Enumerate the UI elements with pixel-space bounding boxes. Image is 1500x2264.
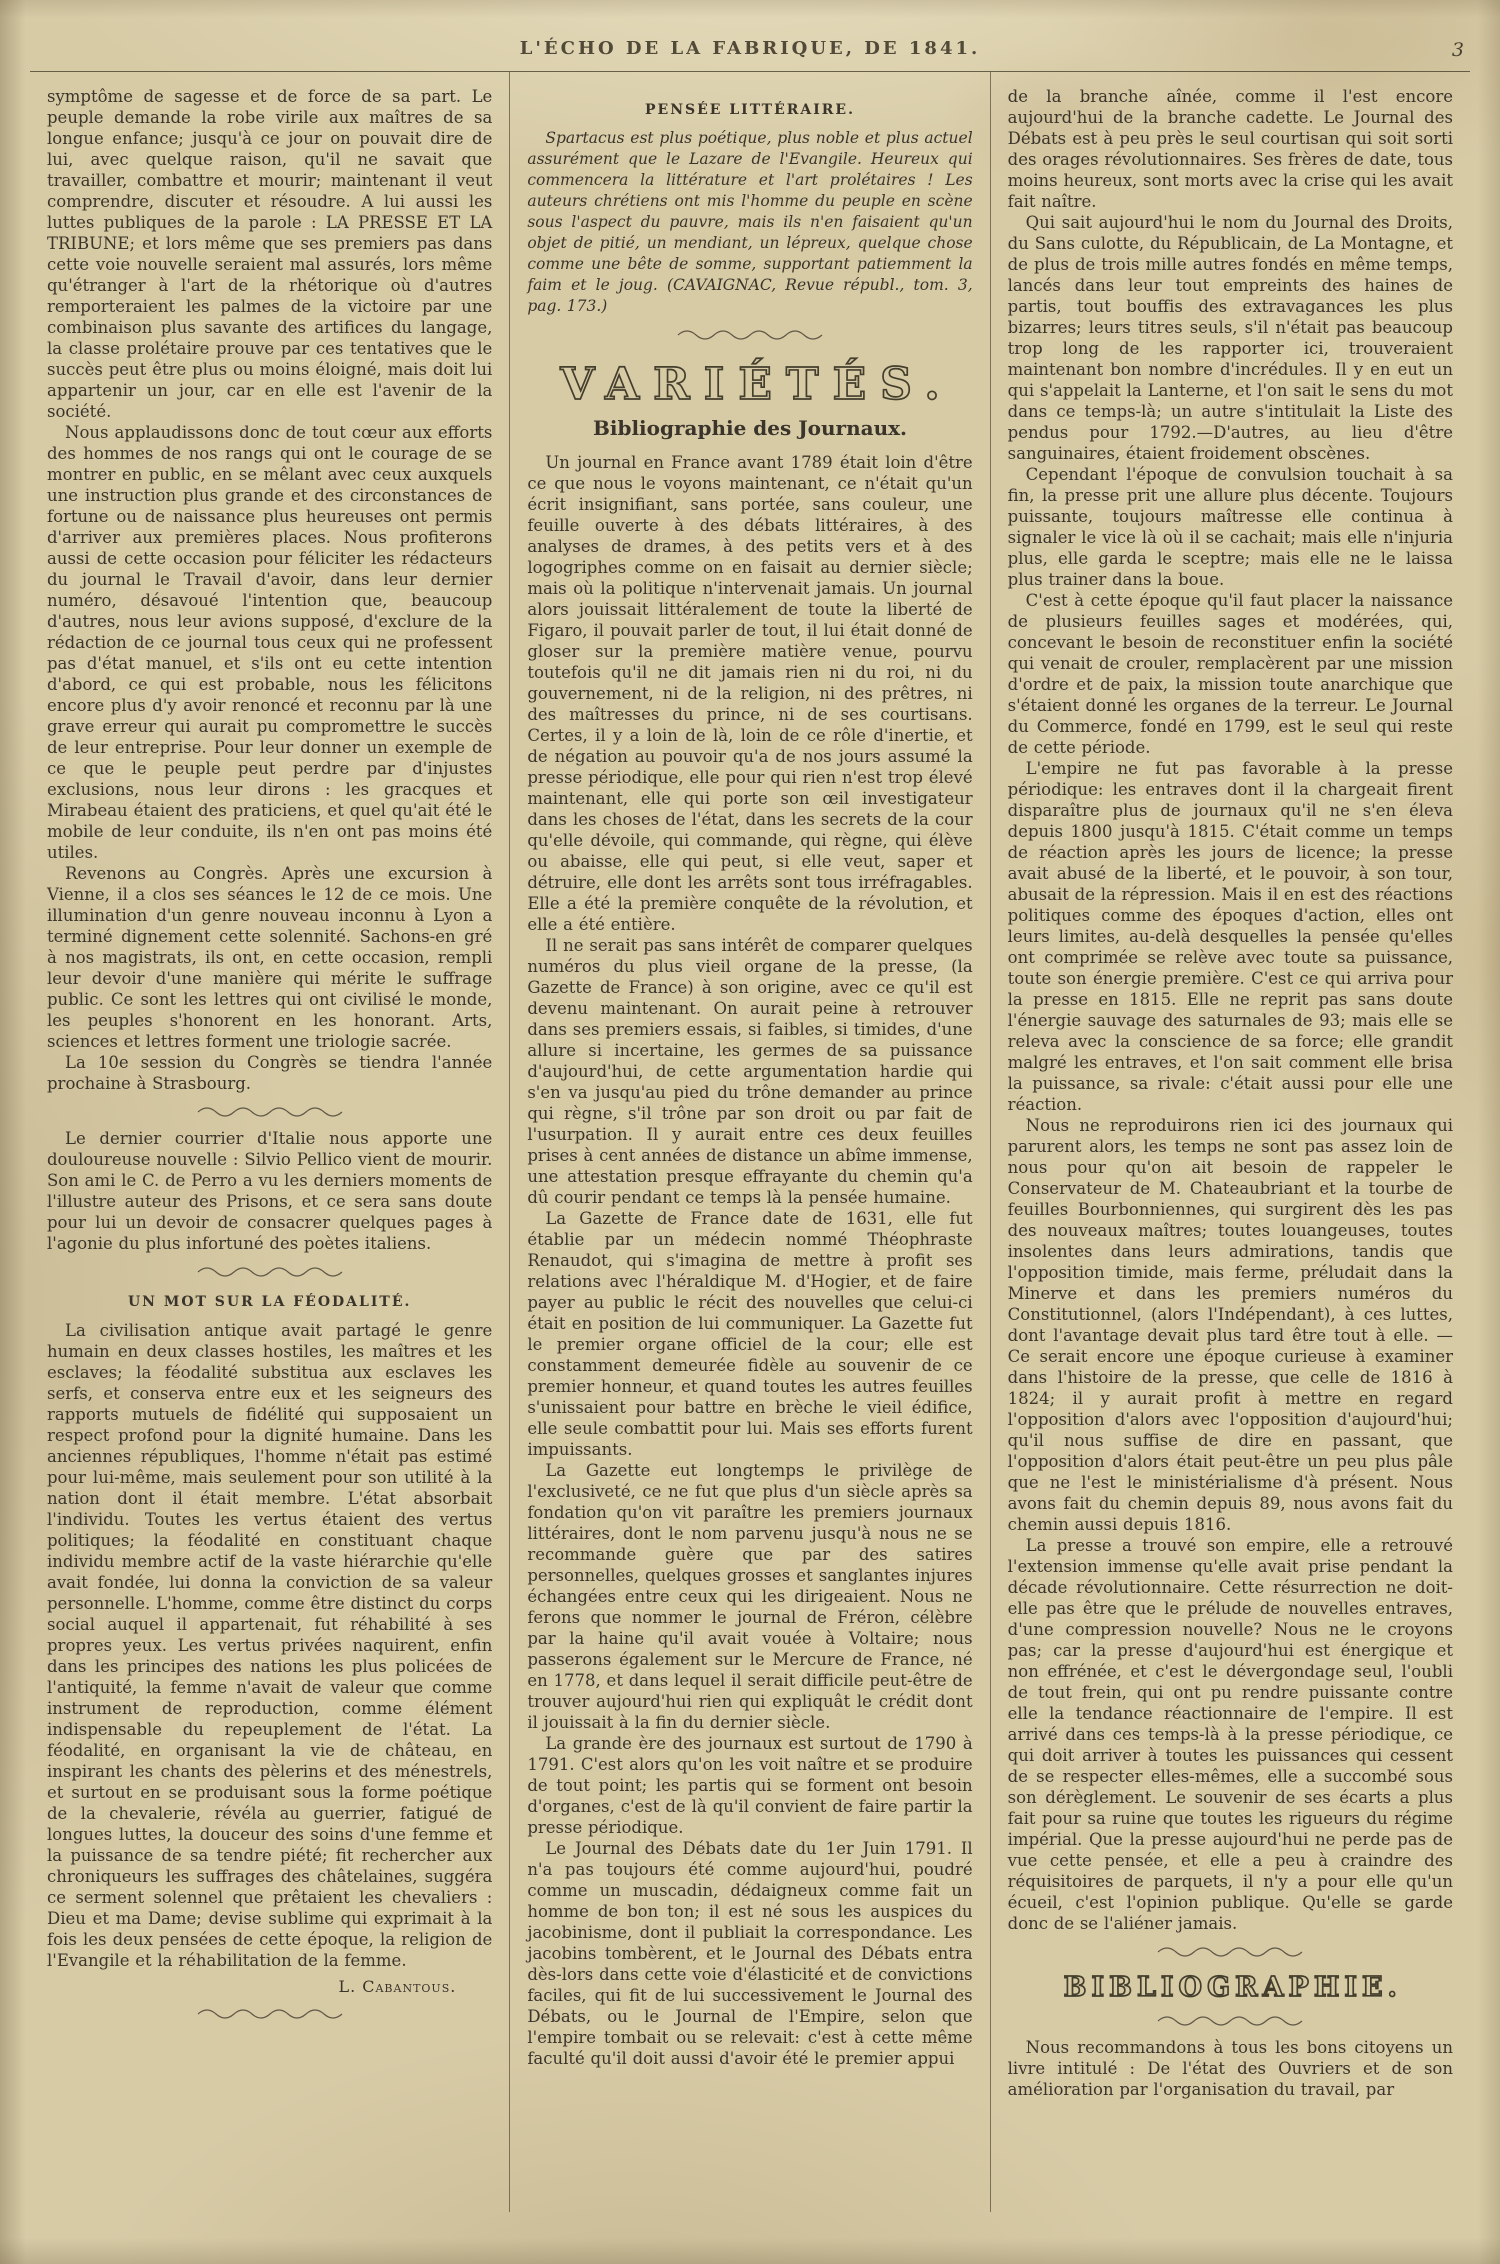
ornament-divider	[47, 1106, 492, 1118]
column-1	[30, 72, 509, 2212]
article-paragraph: La presse a trouvé son empire, elle a retrouvé l'extension immense qu'elle avait prise pendant la décade révolutionnaire. Cette résurrection ne doit-elle pas être que le prélude de nouvelles entraves, d'une compression nouvelle? Nous ne le croyons pas; car la presse d'aujourd'hui est énergique et non effrénée, et c'est le dévergondage seul, l'oubli de tout frein, qui ont pu rendre puissante contre elle la tendance réactionnaire de l'empire. Il est arrivé dans ces temps-là à la presse périodique, ce qui doit arriver à toutes les puissances qui cessent de se respecter elles-mêmes, elle a succombé sous son dérèglement. Le souvenir de ses écarts a plus fait pour sa ruine que toutes les rigueurs du régime impérial. Que la presse aujourd'hui ne perde pas de vue cette pensée, et elle a peu à craindre des réquisitoires de parquets, il n'y a pour elle qu'un écueil, c'est l'opinion publique. Qu'elle se garde donc de se l'aliéner jamais.	[1007, 1536, 1453, 1933]
article-paragraph: Il ne serait pas sans intérêt de comparer quelques numéros du plus vieil organe de la presse, (la Gazette de France) à son origine, avec ce qu'il est devenu maintenant. On aurait peine à retrouver dans ses premiers essais, si faibles, si timides, d'une allure si incertaine, les germes de sa puissance d'aujourd'hui, de cette argumentation hardie qui s'en va jusqu'au pied du trône demander au prince qui règne, s'il trône par son droit ou par fait de l'usurpation. Il y aurait entre ces deux feuilles prises à cent années de distance un abîme immense, une attestation presque effrayante du chemin qu'a dû courir pendant ce temps là la pensée humaine.	[527, 936, 973, 1207]
article-paragraph: La 10e session du Congrès se tiendra l'année prochaine à Strasbourg.	[47, 1053, 493, 1093]
feodalite-heading: UN MOT SUR LA FÉODALITÉ.	[127, 1294, 412, 1310]
column-2	[509, 72, 989, 2212]
article-paragraph: Revenons au Congrès. Après une excursion à Vienne, il a clos ses séances le 12 de ce mois. Une illumination d'un genre nouveau inconnu à Lyon a terminé dignement cette solennité. Sachons-en gré à nos magistrats, ils ont, en cette occasion, rempli leur devoir d'une manière qui mérite le suffrage public. Ce sont les lettres qui ont civilisé le monde, les peuples s'honorent en les honorant. Arts, sciences et lettres forment une triologie sacrée.	[47, 864, 493, 1051]
ornament-divider	[527, 329, 972, 341]
article-paragraph: Qui sait aujourd'hui le nom du Journal des Droits, du Sans culotte, du Républicain, de La Montagne, et de plus de trois mille autres fondés en même temps, lancés dans leur tout empreints des haines de partis, tout bouffis des extravagances les plus bizarres; leurs titres seuls, s'il n'était pas beaucoup trop long de les rapporter ici, trouveraient maintenant bon nombre d'incrédules. Il y en eut un qui s'appelait la Lanterne, et l'on sait le sens du mot dans ce temps-là; un autre s'intitulait la Liste des pendus pour 1792.—D'autres, au lieu d'être sanguinaires, étaient froidement obscènes.	[1007, 213, 1453, 463]
squiggle-icon	[675, 329, 825, 341]
ornament-divider	[1008, 2015, 1453, 2027]
squiggle-icon	[195, 2008, 345, 2020]
article-paragraph: Le dernier courrier d'Italie nous apporte une douloureuse nouvelle : Silvio Pellico vient de mourir. Son ami le C. de Perro a vu les derniers moments de l'illustre auteur des Prisons, et ce sera sans doute pour lui un devoir de consacrer quelques pages à l'agonie du plus infortuné des poètes italiens.	[47, 1129, 493, 1253]
article-paragraph: Nous applaudissons donc de tout cœur aux efforts des hommes de nos rangs qui ont le courage de se montrer en public, en se mêlant avec ceux auxquels une instruction plus grande et des circonstances de fortune ou de naissance plus heureuses ont permis d'arriver aux premières places. Nous profiterons aussi de cette occasion pour féliciter les rédacteurs du journal le Travail d'avoir, dans leur dernier numéro, désavoué l'intention que, beaucoup d'autres, nous leur avions supposé, d'exclure de la rédaction de ce journal tous ceux qui ne professent pas d'état manuel, et s'ils ont eu cette intention d'abord, ce qui est probable, nous les félicitons encore plus d'y avoir renoncé et reconnu par là une grave erreur qui aurait pu compromettre le succès de leur entreprise. Pour leur donner un exemple de ce que le peuple peut perdre par d'injustes exclusions, nous leur dirons : les gracques et Mirabeau étaient des praticiens, et quel qu'ait été le mobile de leur conduite, ils n'en ont pas moins été utiles.	[47, 423, 493, 862]
squiggle-icon	[195, 1106, 345, 1118]
article-paragraph: Nous recommandons à tous les bons citoyens un livre intitulé : De l'état des Ouvriers et de son amélioration par l'organisation du travail, par	[1007, 2038, 1453, 2099]
ornament-divider	[47, 1266, 492, 1278]
article-paragraph: C'est à cette époque qu'il faut placer la naissance de plusieurs feuilles sages et modérées, qui, concevant le besoin de reconstituer enfin la société qui venait de crouler, remplacèrent par une mission d'ordre et de paix, la mission toute anarchique que s'étaient donné les organes de la terreur. Le Journal du Commerce, fondé en 1799, est le seul qui reste de cette période.	[1007, 591, 1453, 757]
article-paragraph: La grande ère des journaux est surtout de 1790 à 1791. C'est alors qu'on les voit naître et se produire de tout point; les partis qui se forment ont besoin d'organes, c'est de là qu'il convient de faire partir la presse périodique.	[527, 1734, 973, 1837]
bibliographie-heading: BIBLIOGRAPHIE.	[1063, 1972, 1402, 2003]
ornament-divider	[47, 2008, 492, 2020]
squiggle-icon	[1155, 2015, 1305, 2027]
squiggle-icon	[1155, 1946, 1305, 1958]
page-header	[30, 0, 1470, 72]
article-paragraph: Cependant l'époque de convulsion touchait à sa fin, la presse prit une allure plus décente. Toujours puissante, toujours maîtresse elle continua à signaler le vice là où il se cachait; mais elle n'injuria plus, elle garda le sceptre; mais elle ne le laissa plus trainer dans la boue.	[1007, 465, 1453, 589]
article-paragraph: Nous ne reproduirons rien ici des journaux qui parurent alors, les temps ne sont pas assez loin de nous pour qu'on ait besoin de rappeler le Conservateur de M. Chateaubriant et la tourbe de feuilles Bourbonniennes, qui surgirent dès les pas des nouveaux maîtres; toutes louangeuses, toutes insolentes dans leurs admirations, tandis que l'opposition timide, mais ferme, préludait dans la Minerve et dans les premiers numéros du Constitutionnel, (alors l'Indépendant), à ces luttes, dont l'avantage devait plus tard être tout à elle. —Ce serait encore une époque curieuse à examiner dans l'histoire de la presse, que celle de 1816 à 1824; il y aurait profit à mettre en regard l'opposition d'alors avec l'opposition d'aujourd'hui; qu'il nous suffise de dire en passant, que l'opposition d'alors était peut-être un peu plus pâle que ne l'est le ministérialisme d'à présent. Nous avons fait du chemin depuis 89, nous avons fait du chemin aussi depuis 1816.	[1007, 1116, 1453, 1534]
ornament-divider	[1008, 1946, 1453, 1958]
squiggle-icon	[195, 1266, 345, 1278]
newspaper-title: L'ÉCHO DE LA FABRIQUE, DE 1841.	[519, 38, 981, 59]
pensee-litteraire-heading: PENSÉE LITTÉRAIRE.	[645, 102, 855, 118]
article-paragraph: de la branche aînée, comme il l'est encore aujourd'hui de la branche cadette. Le Journal des Débats est à peu près le seul courtisan qui soit sorti des orages révolutionnaires. Ses frères de date, tous moins heureux, sont morts avec la crise qui les avait fait naître.	[1007, 87, 1453, 211]
article-paragraph: Le Journal des Débats date du 1er Juin 1791. Il n'a pas toujours été comme aujourd'hui, poudré comme un muscadin, dédaigneux comme fait un homme de bon ton; il est né sous les auspices du jacobinisme, dont il publiait la correspondance. Les jacobins tombèrent, et le Journal des Débats entra dès-lors dans cette voie d'élasticité et de convictions faciles, qui fit de lui successivement le Journal des Débats, ou le Journal de l'Empire, selon que l'empire tombait ou se relevait: c'est à cette même faculté qu'il doit aussi d'avoir été le premier appui	[527, 1839, 973, 2068]
article-paragraph: symptôme de sagesse et de force de sa part. Le peuple demande la robe virile aux maîtres de sa longue enfance; jusqu'à ce jour on pouvait dire de lui, avec quelque raison, qu'il ne savait que travailler, combattre et mourir; maintenant il veut comprendre, discuter et résoudre. A lui aussi les luttes publiques de la parole : LA PRESSE ET LA TRIBUNE; et lors même que ses premiers pas dans cette voie nouvelle seraient mal assurés, lors même qu'étranger à l'art de la rhétorique où d'autres remporteraient les palmes de la victoire par une combinaison plus savante des artifices du langage, la classe prolétaire prouve par ces tentatives que le succès peut être plus ou moins éloigné, mais doit lui appartenir un jour, car en elle est l'avenir de la société.	[47, 87, 493, 421]
page-number: 3	[1451, 39, 1464, 61]
article-paragraph: Un journal en France avant 1789 était loin d'être ce que nous le voyons maintenant, ce n'était qu'un écrit insignifiant, sans portée, sans couleur, une feuille ouverte à des débats littéraires, à des analyses de drames, à des petits vers et à des logogriphes comme on en faisait au dernier siècle; mais où la politique n'intervenait jamais. Un journal alors jouissait littéralement de toute la liberté de Figaro, il pouvait parler de tout, il lui était donné de gloser sur la première matière venue, pourvu toutefois qu'il ne dit jamais rien ni du roi, ni du gouvernement, ni de la religion, ni des prêtres, ni des maîtresses du prince, ni de ses courtisans. Certes, il y a loin de là, loin de ce rôle d'inertie, et de négation au pouvoir qu'a de nos jours assumé la presse périodique, elle pour qui rien n'est trop élevé maintenant, elle qui porte son œil investigateur dans les choses de l'état, dans les secrets de la cour qu'elle dévoile, qui commande, qui règne, qui élève ou abaisse, elle qui peut, si elle veut, saper et détruire, elle dont les arrêts sont tous irréfragables. Elle a été la première conquête de la révolution, et elle a été entière.	[527, 453, 973, 934]
author-signature: L. Cabantous.	[338, 1977, 457, 1996]
article-paragraph: La civilisation antique avait partagé le genre humain en deux classes hostiles, les maîtres et les esclaves; la féodalité substitua aux esclaves les serfs, et conserva entre eux et les seigneurs des rapports mutuels de fidélité qui supposaient un respect profond pour la dignité humaine. Dans les anciennes républiques, l'homme n'était pas estimé pour lui-même, mais seulement pour son utilité à la nation dont il était membre. L'état absorbait l'individu. Toutes les vertus étaient des vertus politiques; la féodalité en constituant chaque individu membre actif de la vaste hiérarchie qu'elle avait fondée, lui donna la conviction de sa valeur personnelle. L'homme, comme être distinct du corps social auquel il appartenait, fut réhabilité à ses propres yeux. Les vertus privées naquirent, enfin dans les principes des nations les plus policées de l'antiquité, la femme n'avait de valeur que comme instrument de reproduction, comme élément indispensable du repeuplement de l'état. La féodalité, en organisant la vie de château, en inspirant les chants des pèlerins et des ménestrels, et surtout en se produisant sous la forme poétique de la chevalerie, révéla au guerrier, fatigué de longues luttes, la douceur des soins d'une femme et la puissance de sa tendre piété; fit rechercher aux chroniqueurs les suffrages des châtelaines, suggéra ce serment solennel que prêtaient les chevaliers : Dieu et ma Dame; devise sublime qui exprimait à la fois les deux pensées de cette époque, la religion de l'Evangile et la réhabilitation de la femme.	[47, 1321, 493, 1970]
column-3	[990, 72, 1470, 2212]
columns	[30, 72, 1470, 2212]
varietes-heading: VARIÉTÉS.	[560, 359, 954, 410]
bibliographie-journaux-heading: Bibliographie des Journaux.	[592, 416, 908, 440]
article-paragraph: L'empire ne fut pas favorable à la presse périodique: les entraves dont il la chargeait firent disparaître plus de journaux qu'il ne s'en éleva depuis 1800 jusqu'à 1815. C'était comme un temps de réaction après les jours de licence; la presse avait abusé de la liberté, et le pouvoir, à son tour, abusait de la répression. Mais il en est des réactions politiques comme des époques d'action, elles ont leurs limites, au-delà desquelles la pensée qu'elles ont comprimée se relève avec toute sa puissance, toute son énergie première. C'est ce qui arriva pour la presse en 1815. Elle ne reprit pas sans doute l'énergie sauvage des saturnales de 93; mais elle se releva avec la conscience de sa force; elle grandit malgré les entraves, et l'on sait comment elle brisa la puissance, sa rivale: c'était aussi pour elle une réaction.	[1007, 759, 1453, 1114]
article-paragraph: La Gazette eut longtemps le privilège de l'exclusiveté, ce ne fut que plus d'un siècle après sa fondation qu'on vit paraître les premiers journaux littéraires, dont le nom parvenu jusqu'à nous ne se recommande guère que par des satires personnelles, quelques grosses et sanglantes injures échangées entre ceux qui les dirigeaient. Nous ne ferons que nommer le journal de Fréron, célèbre par la haine qu'il avait vouée à Voltaire; nous passerons également sur le Mercure de France, né en 1778, et dans lequel il serait difficile peut-être de trouver aujourd'hui rien qui expliquât le crédit dont il jouissait à la fin du dernier siècle.	[527, 1461, 973, 1732]
article-paragraph: La Gazette de France date de 1631, elle fut établie par un médecin nommé Théophraste Renaudot, qui s'imagina de mettre à profit ses relations avec l'héraldique M. d'Hogier, et de faire payer au public le récit des nouvelles que celui-ci était en position de lui communiquer. La Gazette fut le premier organe officiel de la cour; elle est constamment demeurée fidèle au souvenir de ce premier honneur, et quand toutes les autres feuilles s'unissaient pour battre en brèche le vieil édifice, elle seule combattit pour lui. Mais ses efforts furent impuissants.	[527, 1209, 973, 1459]
literary-quote: Spartacus est plus poétique, plus noble et plus actuel assurément que le Lazare de l'Evangile. Heureux qui commencera la littérature et l'art prolétaires ! Les auteurs chrétiens ont mis l'homme du peuple en scène sous l'aspect du pauvre, mais ils n'en faisaient qu'un objet de pitié, un mendiant, un lépreux, quelque chose comme une bête de somme, supportant patiemment la faim et le joug. (CAVAIGNAC, Revue républ., tom. 3, pag. 173.)	[527, 129, 973, 315]
